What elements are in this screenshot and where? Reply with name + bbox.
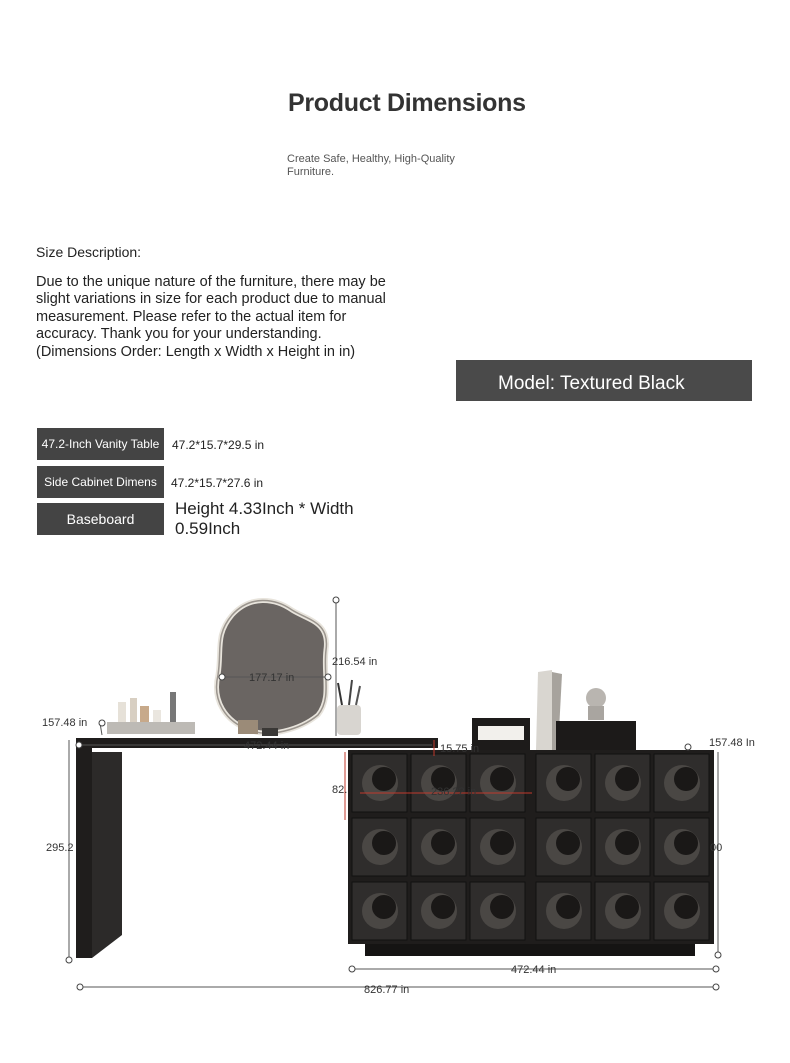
spec-label-baseboard: Baseboard (37, 503, 164, 535)
cabinet-decor (472, 670, 636, 753)
page-title: Product Dimensions (288, 89, 526, 117)
dim-cabinet-width: 472.44 in (511, 964, 557, 976)
side-cabinet (348, 750, 714, 956)
model-badge: Model: Textured Black (456, 360, 752, 401)
dim-table-depth: 157.48 in (42, 717, 88, 729)
spec-value-baseboard: Height 4.33Inch * Width 0.59Inch (175, 499, 354, 538)
brush-holder (337, 680, 361, 735)
dim-gap: 15.75 in (440, 743, 480, 755)
size-description-text: Due to the unique nature of the furniture, there may be slight variations in size for each product due to manual measurement. Please refer to the actual item for accuracy. Thank you for your understanding. (Dimensions Order: Length x Width x Height in in) (36, 274, 386, 360)
dim-mirror-width: 177.17 in (249, 672, 295, 684)
size-description-heading: Size Description: (36, 244, 142, 260)
dim-total-width: 826.77 in (364, 984, 410, 996)
dim-cabinet-depth: 157.48 In (709, 737, 755, 749)
dim-cabinet-height: 00 (710, 842, 723, 854)
furniture-dimension-diagram (0, 580, 790, 1010)
page-subtitle: Create Safe, Healthy, High-Quality Furniture. (287, 153, 455, 178)
dim-drawer-width: 236.22 in (431, 786, 477, 798)
mirror-illustration (217, 600, 327, 736)
spec-label-side-cabinet: Side Cabinet Dimens (37, 466, 164, 498)
dim-table-height: 295.2 (46, 842, 74, 854)
spec-label-vanity-table: 47.2-Inch Vanity Table (37, 428, 164, 460)
spec-value-side-cabinet: 47.2*15.7*27.6 in (171, 476, 264, 490)
dim-table-top-width: 472.44 in (244, 740, 290, 752)
spec-value-vanity-table: 47.2*15.7*29.5 in (172, 438, 265, 452)
dim-drawer-height: 82. (332, 784, 348, 796)
dim-mirror-height: 216.54 in (332, 656, 378, 668)
